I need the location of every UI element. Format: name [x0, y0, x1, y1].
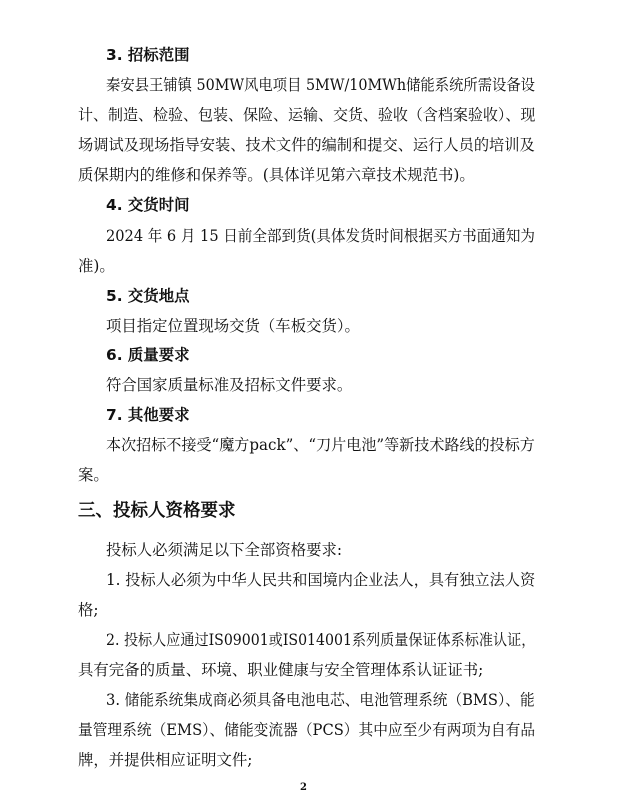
- paragraph-line: 本次招标不接受“魔方pack”、“刀片电池”等新技术路线的投标方: [106, 436, 535, 454]
- page-number: 2: [300, 782, 307, 793]
- paragraph-line: 符合国家质量标准及招标文件要求。: [106, 376, 353, 394]
- paragraph-line: 场调试及现场指导安装、技术文件的编制和提交、运行人员的培训及: [78, 136, 535, 154]
- paragraph-line: 2024 年 6 月 15 日前全部到货(具体发货时间根据买方书面通知为: [106, 227, 535, 245]
- list-item-line: 牌，并提供相应证明文件;: [78, 751, 253, 769]
- paragraph-line: 项目指定位置现场交货（车板交货）。: [106, 317, 360, 335]
- list-item-line: 格;: [78, 601, 99, 619]
- list-item-line: 具有完备的质量、环境、职业健康与安全管理体系认证证书;: [78, 661, 484, 679]
- paragraph-line: 质保期内的维修和保养等。(具体详见第六章技术规范书)。: [78, 166, 475, 184]
- section-heading-quality: 6. 质量要求: [106, 346, 190, 364]
- list-item-line: 2. 投标人应通过IS09001或IS014001系列质量保证体系标准认证，: [106, 631, 536, 649]
- paragraph-line: 投标人必须满足以下全部资格要求:: [106, 541, 343, 559]
- list-item-line: 3. 储能系统集成商必须具备电池电芯、电池管理系统（BMS）、能: [106, 691, 535, 709]
- paragraph-line: 案。: [78, 466, 109, 484]
- chapter-heading: 三、投标人资格要求: [78, 501, 236, 521]
- section-heading-other: 7. 其他要求: [106, 406, 190, 424]
- section-heading-scope: 3. 招标范围: [106, 46, 190, 64]
- paragraph-line: 计、制造、检验、包装、保险、运输、交货、验收（含档案验收）、现: [78, 106, 536, 124]
- paragraph-line: 准)。: [78, 257, 115, 275]
- section-heading-delivery-location: 5. 交货地点: [106, 287, 190, 305]
- list-item-line: 1. 投标人必须为中华人民共和国境内企业法人，具有独立法人资: [106, 571, 536, 589]
- list-item-line: 量管理系统（EMS）、储能变流器（PCS）其中应至少有两项为自有品: [78, 721, 536, 739]
- section-heading-delivery-time: 4. 交货时间: [106, 196, 190, 214]
- paragraph-line: 秦安县王铺镇 50MW风电项目 5MW/10MWh储能系统所需设备设: [106, 76, 536, 94]
